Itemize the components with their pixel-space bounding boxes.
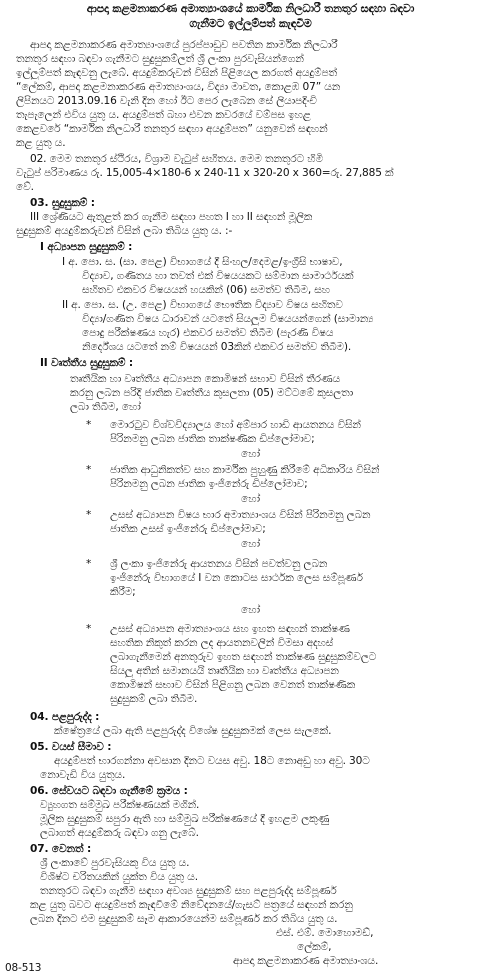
qualifications-lead: III ශ්‍රේණියට ඇතුළත් කර ගැනීම සඳහා පහත I හා II සඳහන් මූලික [30, 211, 313, 223]
salary-line: වේ. [16, 181, 34, 193]
bullet-asterisk: * [86, 419, 92, 431]
option-line: ශ්‍රී ලංකා ඉංජිනේරු ආයතනය විසින් පවත්වනු ලබන [110, 558, 328, 570]
notice-title-line-2: ගැනීමට ඉල්ලුම්පත් කැඳවීම [189, 17, 312, 30]
educational-heading: I අධ්‍යාපන සුදුසුකම් : [40, 241, 133, 253]
educational-item-a: සහිතව එකවර විෂයයන් හයකින් (06) සමත්ව තිබීම, සහ [82, 284, 330, 296]
intro-line: “ලේකම්, ආපදා කළමනාකරණ අමාත්‍යාංශය, විද්‍යා මාවත, කොළඹ 07” යන [16, 81, 341, 93]
other-text: ලබන දිනට එම සුදුසුකම් සෑම ආකාරයෙන්ම සම්පූර්ණ කර තිබිය යුතු ය. [30, 913, 338, 925]
or-separator: හෝ [241, 604, 260, 616]
educational-item-a: විද්‍යාව, ගණිතය හා තවත් එක් විෂයයකට සම්මාන සාමාර්ථයක් [82, 270, 354, 282]
other-text: තනතුරට බඳවා ගැනීම සඳහා අවශ්‍ය සුදුසුකම් සහ පළපුරුද්ද සම්පූර්ණ [40, 885, 337, 897]
bullet-asterisk: * [86, 623, 92, 635]
qualifications-lead: සුදුසුකම් අයදුම්කරුවන් විසින් ලබා තිබිය යුතු ය. :- [16, 225, 233, 237]
intro-line: තනතුර සඳහා බඳවා ගැනීමට සුදුසුකම්ලත් ශ්‍රී ලංකා පුරවැසියන්ගෙන් [16, 53, 304, 65]
signatory-designation: ලේකම්, [297, 941, 332, 953]
salary-line: වැටුප් පරිමාණය රු. 15,005-4×180-6 x 240-11 x 320-20 x 360=රු. 27,885 ක් [16, 167, 394, 179]
experience-heading: 04. පළපුරුද්ද : [30, 711, 100, 723]
option-line: සුදුසුකම් ලබා තිබීම. [110, 693, 198, 705]
educational-item-b: II අ. පො. ස. (උ. පෙළ) විභාගයේ භෞතික විද්‍යාව විෂය සහිතව [62, 299, 343, 311]
bullet-asterisk: * [86, 464, 92, 476]
qualifications-heading: 03. සුදුසුකම් : [30, 197, 95, 209]
option-line: ඉංජිනේරු විභාගයේ I වන කොටස සාර්ථක ලෙස සම්පූර්ණ [110, 572, 363, 584]
educational-item-a: I අ. පො. ස. (සා. පෙළ) විභාගයේ දී සිංහල/දෙමළ/ඉංග්‍රීසි භාෂාව, [62, 256, 343, 268]
or-separator: හෝ [241, 448, 260, 460]
other-text: විශිෂ්ට චරිතයකින් යුක්ත විය යුතු ය. [40, 871, 198, 883]
option-line: පිරිනමනු ලබන ජාතික ඉංජිනේරු ඩිප්ලෝමාව; [110, 478, 308, 490]
intro-line: ඉල්ලුම්පත් කැඳවනු ලැබේ. අයදුම්කරුවන් විසින් පිළියෙල කරගත් අයදුම්පත් [16, 67, 337, 79]
notice-title-line-1: ආපදා කළමනාකරණ අමාත්‍යාංශයේ කාර්මික නිලධාරී තනතුර සඳහා බඳවා [86, 2, 415, 15]
or-separator: හෝ [241, 493, 260, 505]
intro-line: කෙළවරේ “කාර්මික නිලධාරී තනතුර සඳහා අයදුම්පත” යනුවෙන් සඳහන් [16, 123, 328, 135]
bullet-asterisk: * [86, 558, 92, 570]
option-line: ජාතික ආධුනිකත්ව සහ කාර්මික පුහුණු කිරීමේ අධිකාරිය විසින් [110, 464, 380, 476]
option-line: මොරටුව විශ්වවිද්‍යාලය හෝ අම්පාර හාඩි ආයතනය විසින් [110, 419, 361, 431]
intro-line: කළ යුතු ය. [16, 137, 66, 149]
option-line: කොමිෂන් සභාව විසින් පිළිගනු ලබන වෙනත් තාක්ෂණික [110, 679, 356, 691]
educational-item-b: විද්‍යා/ගණිත විෂය ධාරාවන් යටතේ සියලුම විෂයයන්ගෙන් (සාමාන්‍ය [82, 313, 374, 325]
bullet-asterisk: * [86, 509, 92, 521]
educational-item-b: පොදු පරීක්ෂණය හැර) එකවර සමත්ව තිබීම (පැරණි විෂය [82, 327, 334, 339]
option-line: සහතික නිකුත් කරන ලද ආයතනවලින් විමසා අදහස් [110, 637, 334, 649]
salary-line: 02. මෙම තනතුර ස්ථිරය, විශ්‍රාම වැටුප් සහිතය. මෙම තනතුරට හිමි [30, 153, 323, 165]
selection-text: මූලික සුදුසුකම් සපුරා ඇති හා සම්මුඛ පරීක්ෂණයේ දී ඉහළම ලකුණු [40, 813, 330, 825]
professional-lead: කරනු ලබන පරිදි ජාතික වෘත්තීය කුසලතා (05) මට්ටමේ කුසලතා [70, 387, 354, 399]
option-line: සියලු අතින් සමානයයි තෘතීයික හා වෘත්තීය අධ්‍යාපන [110, 665, 339, 677]
signatory-ministry: ආපදා කළමනාකරණ අමාත්‍යාංශය. [233, 955, 379, 967]
other-text: කළ යුතු බවට අයදුම්පත් කැඳවීමේ නිවේදනයේ/ගැසට් පත්‍රයේ සඳහන් කරනු [30, 899, 353, 911]
option-line: කිරීම; [110, 586, 136, 598]
option-line: ලබාගැනීමෙන් අනතුරුව ඉහත සඳහන් තාක්ෂණ සුදුසුකම්වලට [110, 651, 377, 663]
selection-text: ලබාගත් අයදුම්කරු බඳවා ගනු ලැබේ. [40, 827, 199, 839]
option-line: උසස් අධ්‍යාපන විෂය භාර අමාත්‍යාංශය විසින් පිරිනමනු ලබන [110, 509, 371, 521]
selection-heading: 06. සේවයට බඳවා ගැනීමේ ක්‍රමය : [30, 785, 188, 797]
option-line: උසස් අධ්‍යාපන අමාත්‍යාංශය සහ ඉහත සඳහන් තාක්ෂණ [110, 623, 350, 635]
age-text: නොවැඩි විය යුතුය. [40, 769, 126, 781]
other-text: ශ්‍රී ලංකාවේ පුරවැසියකු විය යුතු ය. [40, 857, 190, 869]
selection-text: ව්‍යුහගත සම්මුඛ පරීක්ෂණයක් මගින්. [40, 799, 200, 811]
educational-item-b: නිර්දේශය යටතේ නම් විෂයයන් 03කින් එකවර සමත්ව තිබීම). [82, 341, 352, 353]
experience-text: ක්ෂේත්‍රයේ ලබා ඇති පළපුරුද්ද විශේෂ සුදුසුකමක් ලෙස සැලකේ. [54, 725, 332, 737]
other-heading: 07. වෙනත් : [30, 843, 92, 855]
reference-number: 08-513 [5, 962, 42, 974]
intro-line: ආපදා කළමනාකරණ අමාත්‍යාංශයේ පුරප්පාඩුව පවතින කාර්මික නිලධාරී [30, 39, 338, 51]
or-separator: හෝ [241, 538, 260, 550]
option-line: පිරිනමනු ලබන ජාතික තාක්ෂණික ඩිප්ලෝමාව; [110, 433, 315, 445]
intro-line: ලිපිනයට 2013.09.16 වැනි දින හෝ ඊට පෙර ලැබෙන සේ ලියාපදිංචි [16, 95, 317, 107]
professional-lead: ලබා තිබීම, හෝ [70, 401, 141, 413]
age-text: අයදුම්පත් භාරගන්නා අවසාන දිනට වයස අවු. 18ට නොඅඩු හා අවු. 30ට [54, 755, 370, 767]
age-heading: 05. වයස් සීමාව : [30, 741, 112, 753]
option-line: ජාතික උසස් ඉංජිනේරු ඩිප්ලෝමාව; [110, 523, 266, 535]
signatory-name: එස්. එම්. මොහොමඩ්, [276, 927, 374, 939]
intro-line: තැපැලෙන් එවිය යුතු ය. අයදුම්පත් බහා එවන කවරයේ වම්පස ඉහළ [16, 109, 311, 121]
professional-lead: තෘතීයික හා වෘත්තීය අධ්‍යාපන කොමිෂන් සභාව විසින් තීරණය [70, 373, 341, 385]
professional-heading: II වෘත්තීය සුදුසුකම් : [40, 357, 134, 369]
